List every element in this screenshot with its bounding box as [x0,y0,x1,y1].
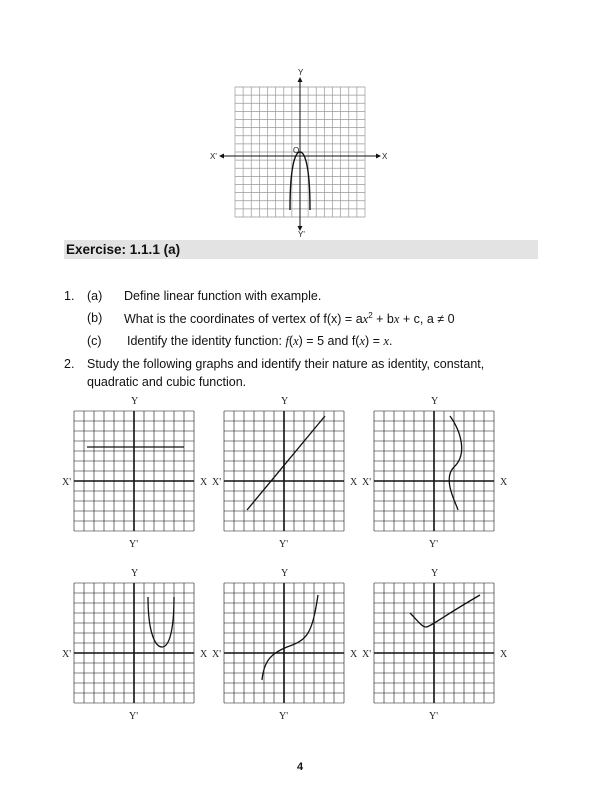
top-x-neg-label: X' [210,152,217,161]
x-neg-axis-label: X' [62,477,72,488]
y-axis-label: Y [131,396,139,407]
x-neg-axis-label: X' [362,649,372,660]
identity-line [247,416,325,510]
y-axis-label: Y [431,396,439,407]
small-grid [224,411,344,531]
top-parabola-graph [200,62,400,237]
x-neg-axis-label: X' [212,649,222,660]
x-neg-axis-label: X' [62,649,72,660]
top-x-label: X [382,152,388,161]
y-axis-label: Y [281,396,289,407]
y-neg-axis-label: Y' [429,539,439,550]
question-number: 1. [64,289,75,303]
x-axis-label: X [500,477,508,488]
cubic-curve-graph [212,565,364,725]
cubic-curve [262,595,318,680]
y-neg-axis-label: Y' [129,539,139,550]
question-number: 2. [64,357,75,371]
x-axis-label: X [350,649,358,660]
question-text: quadratic and cubic function. [87,375,247,389]
identity-line-graph [212,393,364,553]
small-grid [374,583,494,703]
small-grid [374,411,494,531]
x-axis-label: X [200,477,208,488]
y-neg-axis-label: Y' [279,539,289,550]
y-axis-label: Y [281,568,289,579]
part-text: What is the coordinates of vertex of $f(x) = ax^2$ + bx + c, a ≠ 0 [124,311,455,327]
small-grid [74,411,194,531]
top-x-neg-arrow [219,154,224,159]
x-axis-label: X [500,649,508,660]
v-shape-graph [362,565,514,725]
x-neg-axis-label: X' [362,477,372,488]
part-label: (b) [87,311,103,325]
parabola-curve [148,597,174,647]
top-y-neg-label: Y' [298,230,305,237]
small-grid [224,583,344,703]
y-neg-axis-label: Y' [129,711,139,722]
x-axis-label: X [350,477,358,488]
y-neg-axis-label: Y' [429,711,439,722]
question-text: Study the following graphs and identify their nature as identity, constant, [87,357,485,371]
top-y-arrow [298,77,303,82]
small-grid [74,583,194,703]
y-axis-label: Y [131,568,139,579]
constant-line-graph [62,393,214,553]
x-neg-axis-label: X' [212,477,222,488]
part-label: (a) [87,289,103,303]
s-curve [449,416,461,510]
parabola-graph [62,565,214,725]
exercise-heading: Exercise: 1.1.1 (a) [64,240,538,259]
part-label: (c) [87,334,102,348]
y-axis-label: Y [431,568,439,579]
top-origin-label: O [293,146,300,155]
part-text: Identify the identity function: f(x) = 5 and f(x) = x. [127,334,393,348]
s-curve-graph [362,393,514,553]
page-number: 4 [296,761,304,773]
part-text: Define linear function with example. [124,289,322,303]
x-axis-label: X [200,649,208,660]
top-x-arrow [376,154,381,159]
v-shape-curve [410,595,480,627]
top-y-label: Y [298,68,304,77]
y-neg-axis-label: Y' [279,711,289,722]
